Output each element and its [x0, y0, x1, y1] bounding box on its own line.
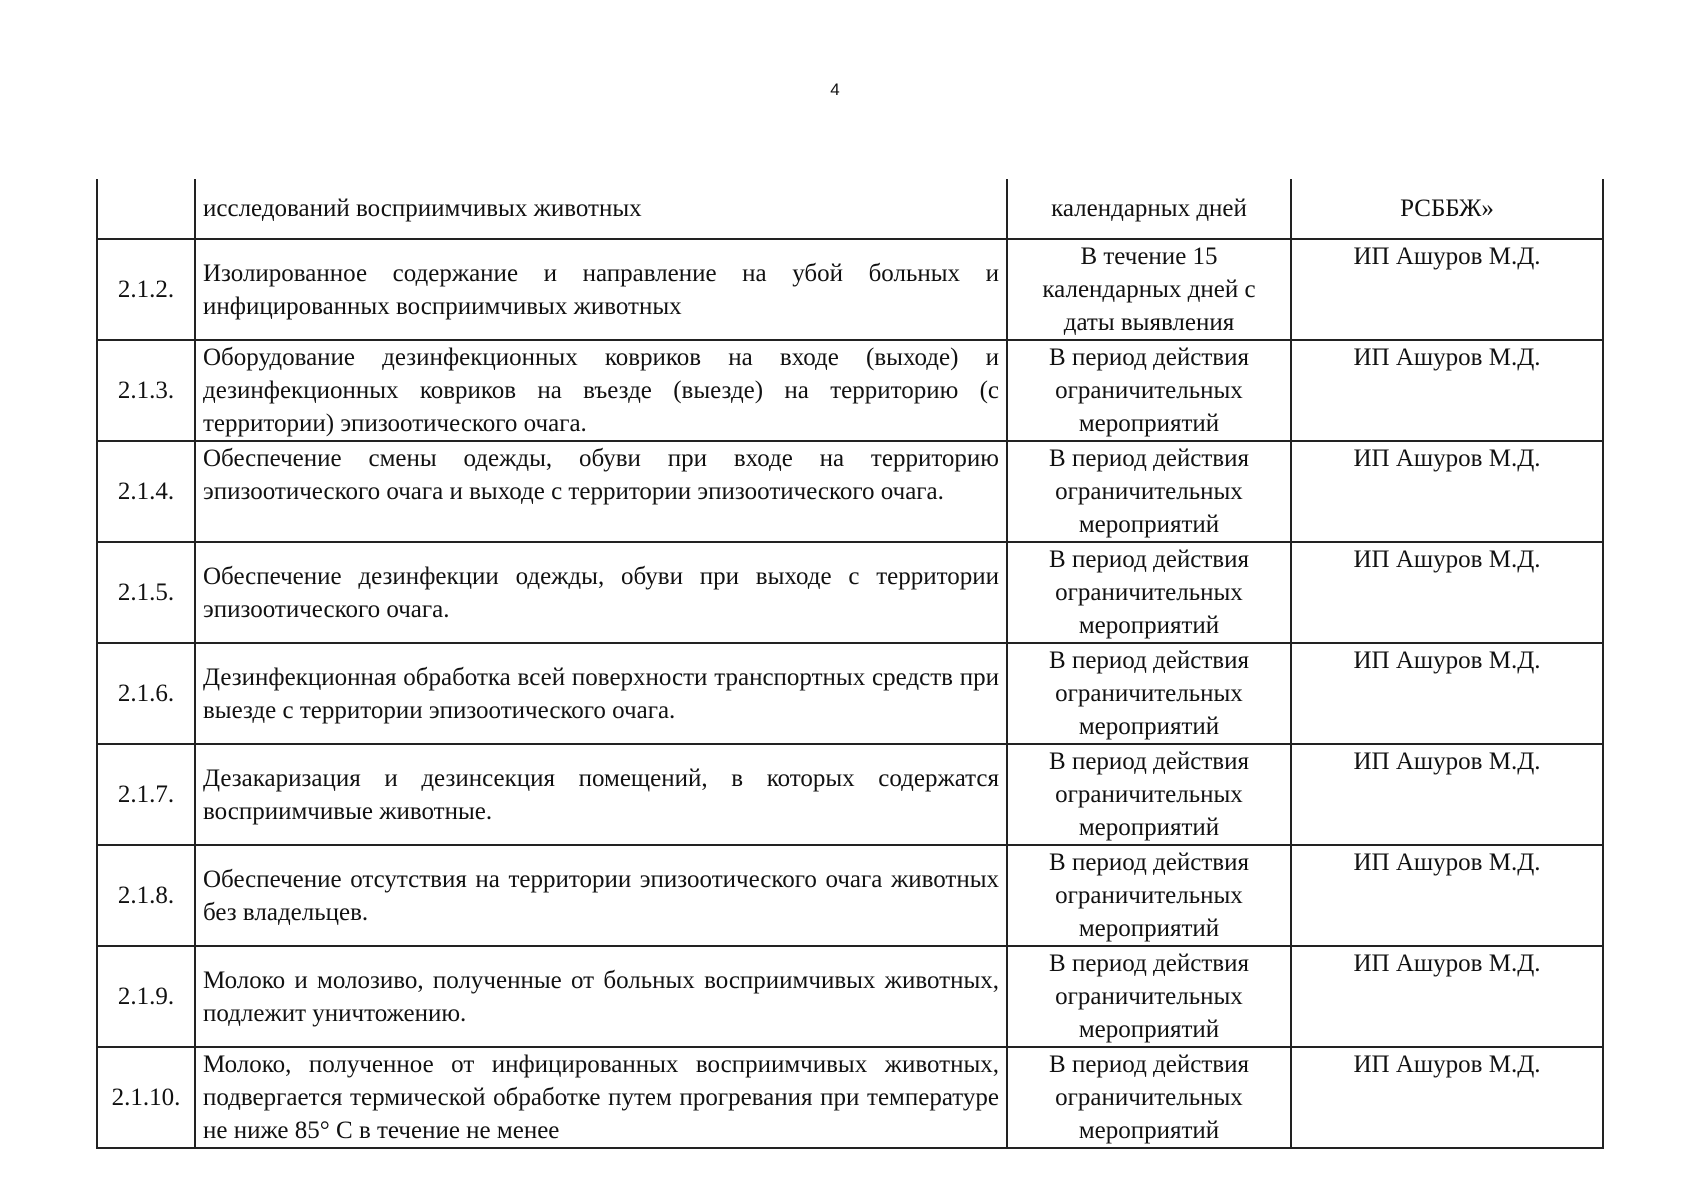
row-number: 2.1.10. — [97, 1047, 195, 1148]
row-description: Обеспечение смены одежды, обуви при входе на территорию эпизоотического очага и выходе с территории эпизоотического очага. — [195, 441, 1007, 542]
row-number: 2.1.7. — [97, 744, 195, 845]
row-responsible: ИП Ашуров М.Д. — [1291, 1047, 1603, 1148]
table-row — [97, 845, 1603, 946]
row-period: В период действия ограничительных мероприятий — [1007, 1047, 1291, 1148]
row-description: Дезакаризация и дезинсекция помещений, в которых содержатся восприимчивые животные. — [195, 744, 1007, 845]
row-number: 2.1.2. — [97, 239, 195, 340]
row-description: Изолированное содержание и направление на убой больных и инфицированных восприимчивых животных — [195, 239, 1007, 340]
table-row — [97, 643, 1603, 744]
row-period: В период действия ограничительных мероприятий — [1007, 946, 1291, 1047]
table-row — [97, 946, 1603, 1047]
row-description: Обеспечение дезинфекции одежды, обуви при выходе с территории эпизоотического очага. — [195, 542, 1007, 643]
row-period: В период действия ограничительных мероприятий — [1007, 441, 1291, 542]
table-row — [97, 441, 1603, 542]
row-number: 2.1.8. — [97, 845, 195, 946]
row-description: Дезинфекционная обработка всей поверхности транспортных средств при выезде с территории эпизоотического очага. — [195, 643, 1007, 744]
row-period: В период действия ограничительных мероприятий — [1007, 744, 1291, 845]
row-responsible: ИП Ашуров М.Д. — [1291, 340, 1603, 441]
row-number: 2.1.5. — [97, 542, 195, 643]
row-period: В период действия ограничительных мероприятий — [1007, 845, 1291, 946]
row-period: В период действия ограничительных мероприятий — [1007, 340, 1291, 441]
row-number: 2.1.9. — [97, 946, 195, 1047]
table-row — [97, 744, 1603, 845]
row-period: В период действия ограничительных мероприятий — [1007, 643, 1291, 744]
row-number: 2.1.4. — [97, 441, 195, 542]
row-description: Обеспечение отсутствия на территории эпизоотического очага животных без владельцев. — [195, 845, 1007, 946]
row-responsible: РСББЖ» — [1291, 179, 1603, 239]
row-responsible: ИП Ашуров М.Д. — [1291, 744, 1603, 845]
row-description: исследований восприимчивых животных — [195, 179, 1007, 239]
row-description: Молоко и молозиво, полученные от больных восприимчивых животных, подлежит уничтожению. — [195, 946, 1007, 1047]
row-period: календарных дней — [1007, 179, 1291, 239]
row-responsible: ИП Ашуров М.Д. — [1291, 542, 1603, 643]
row-responsible: ИП Ашуров М.Д. — [1291, 239, 1603, 340]
row-number: 2.1.3. — [97, 340, 195, 441]
row-responsible: ИП Ашуров М.Д. — [1291, 643, 1603, 744]
row-period: В период действия ограничительных мероприятий — [1007, 542, 1291, 643]
measures-table — [96, 179, 1604, 1149]
page-number: 4 — [830, 80, 840, 99]
row-number: 2.1.6. — [97, 643, 195, 744]
table-row — [97, 340, 1603, 441]
row-responsible: ИП Ашуров М.Д. — [1291, 946, 1603, 1047]
table-row — [97, 239, 1603, 340]
table-row — [97, 1047, 1603, 1148]
table-row-continuation — [97, 179, 1603, 239]
row-description: Оборудование дезинфекционных ковриков на входе (выходе) и дезинфекционных ковриков на въезде (выезде) на территорию (с территории) эпизоотического очага. — [195, 340, 1007, 441]
row-number — [97, 179, 195, 239]
row-responsible: ИП Ашуров М.Д. — [1291, 845, 1603, 946]
row-period: В течение 15 календарных дней с даты выявления — [1007, 239, 1291, 340]
table-row — [97, 542, 1603, 643]
row-description: Молоко, полученное от инфицированных восприимчивых животных, подвергается термической обработке путем прогревания при температуре не ниже 85° С в течение не менее — [195, 1047, 1007, 1148]
row-responsible: ИП Ашуров М.Д. — [1291, 441, 1603, 542]
